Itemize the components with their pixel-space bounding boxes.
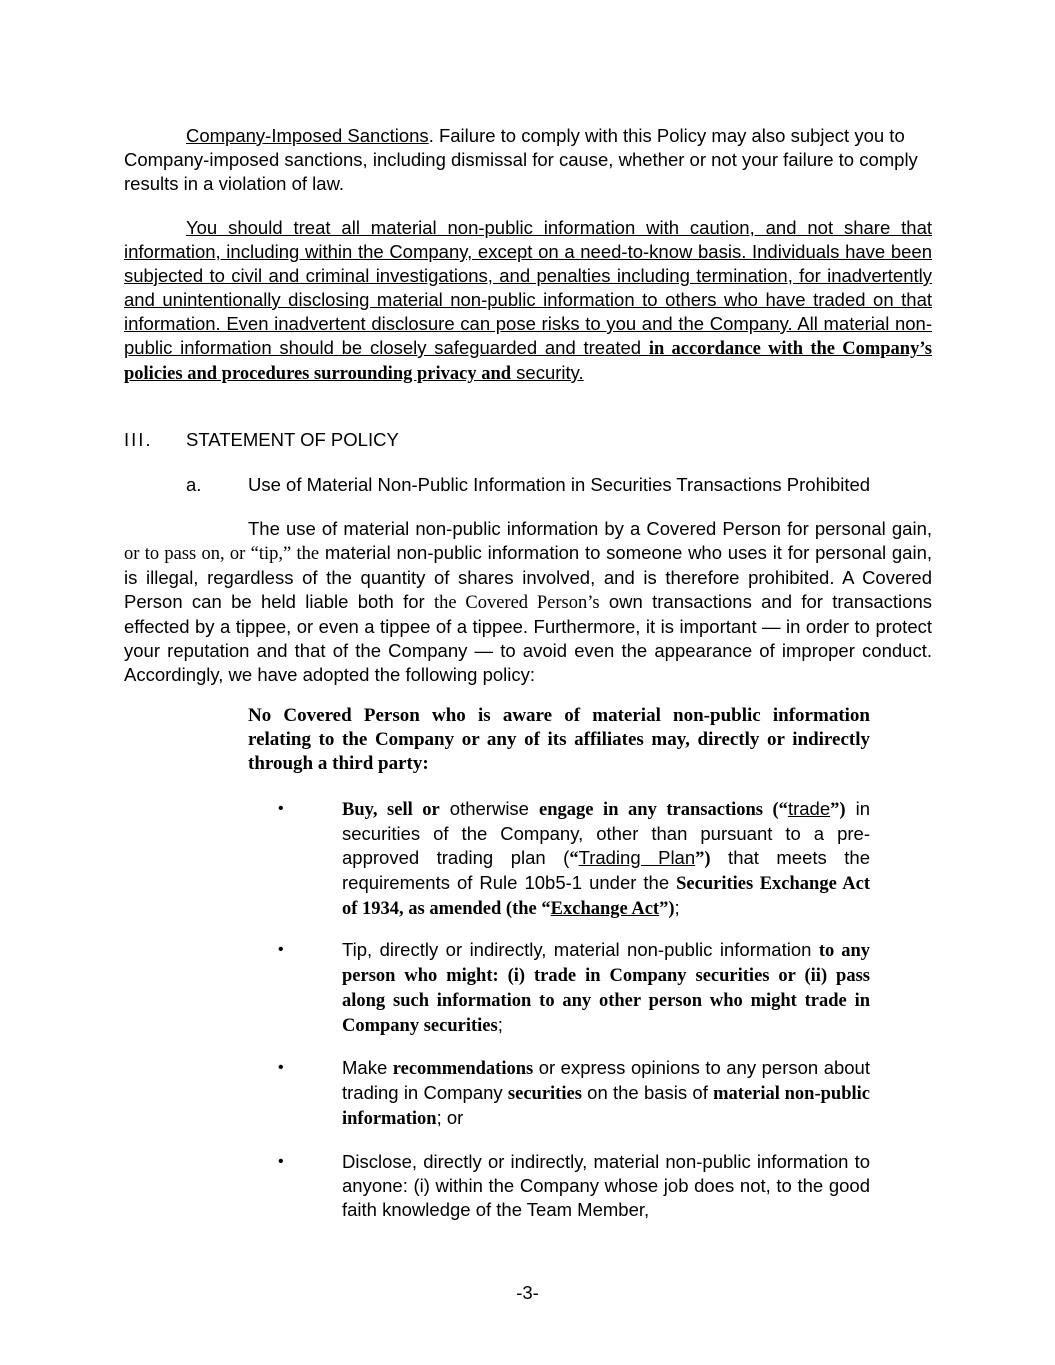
sanctions-paragraph	[124, 124, 932, 196]
text-run: in securities of the Company, other than pursuant to a pre-approved trading plan (	[342, 798, 870, 868]
defined-term-trading-plan: Trading Plan	[578, 847, 696, 868]
subsection-letter: a.	[186, 474, 202, 495]
caution-paragraph	[124, 216, 932, 386]
use-text-e: own transactions and for transactions effected by a tippee, or even a tippee of a tippee. Furthermore, it is important — in order to protect your reputation and that of the Company — to avoid even the appearance of improper conduct. Accordingly, we have adopted the following policy:	[124, 591, 932, 685]
bullet-icon: •	[278, 941, 284, 958]
text-run: ; or	[436, 1107, 464, 1128]
caution-text-b: in accordance with the Company’s policies and procedures surrounding privacy and	[124, 339, 932, 384]
policy-statement: No Covered Person who is aware of material non-public information relating to the Company or any of its affiliates may, directly or indirectly through a third party:	[248, 705, 870, 774]
text-run: Securities Exchange Act of 1934, as amended (the “	[342, 874, 870, 919]
sanctions-text: . Failure to comply with this Policy may also subject you to Company-imposed sanctions, including dismissal for cause, whether or not your failure to comply results in a violation of law.	[124, 125, 918, 194]
text-run: recommendations	[392, 1059, 534, 1079]
subsection-title: Use of Material Non-Public Information in Securities Transactions Prohibited	[248, 474, 871, 495]
bullet-text	[342, 1150, 870, 1222]
page-number: -3-	[516, 1282, 539, 1303]
defined-term-exchange-act: Exchange Act	[550, 899, 660, 919]
text-run: or express opinions to any person about trading in Company	[342, 1057, 870, 1103]
text-run: “	[569, 849, 579, 869]
bullet-icon: •	[278, 1153, 284, 1170]
caution-text-c: security.	[511, 362, 584, 383]
text-run: Buy, sell or	[342, 800, 440, 820]
text-run: ;	[497, 1014, 503, 1035]
text-run: ”)	[695, 849, 711, 869]
use-of-information-paragraph	[124, 517, 932, 687]
text-run: that meets the requirements of Rule 10b5-1 under the	[342, 847, 870, 893]
use-text-d: the Covered Person’s	[433, 593, 600, 613]
defined-term-trade: trade	[787, 798, 831, 819]
bullet-icon: •	[278, 800, 284, 817]
bullet-text	[342, 938, 870, 1038]
use-text-a: The use of material non-public information by a Covered Person for personal gain,	[248, 518, 932, 539]
bullet-text	[342, 1056, 870, 1131]
text-run: Disclose, directly or indirectly, material non-public information to anyone: (i) within the Company whose job does not, to the good faith knowledge of the Team Member,	[342, 1151, 870, 1220]
section-heading	[124, 428, 932, 452]
sanctions-heading: Company-Imposed Sanctions	[186, 125, 429, 146]
section-number: III.	[124, 429, 153, 450]
text-run: engage in any transactions (“	[539, 800, 788, 820]
text-run: otherwise	[439, 798, 540, 819]
text-run: ;	[674, 897, 680, 918]
use-text-c: material non-public information to someone who uses it for personal gain, is illegal, regardless of the quantity of shares involved, and is therefore prohibited. A Covered Person can be held liable both for	[124, 542, 933, 612]
bullet-text	[342, 797, 870, 921]
caution-text-a: You should treat all material non-public information with caution, and not share that information, including within the Company, except on a need-to-know basis. Individuals have been subjected to civil and criminal investigations, and penalties including termination, for inadvertently and unintentionally disclosing material non-public information to others who have traded on that information. Even inadvertent disclosure can pose risks to you and the Company. All material non-public information should be closely safeguarded and treated	[124, 217, 932, 358]
text-run: Make	[342, 1057, 393, 1078]
text-run: Tip, directly or indirectly, material non-public information	[342, 939, 819, 960]
text-run: ”)	[659, 899, 675, 919]
text-run: to any person who might: (i) trade in Company securities or (ii) pass along such information to any other person who might trade in Company securities	[342, 941, 871, 1036]
text-run: material non-public information	[342, 1084, 870, 1129]
bullet-icon: •	[278, 1059, 284, 1076]
subsection-heading	[186, 473, 932, 497]
use-text-b: or to pass on, or “tip,” the	[124, 544, 320, 564]
text-run: ”)	[830, 800, 846, 820]
text-run: securities	[507, 1084, 582, 1104]
section-title: STATEMENT OF POLICY	[186, 429, 399, 450]
text-run: on the basis of	[581, 1082, 714, 1103]
